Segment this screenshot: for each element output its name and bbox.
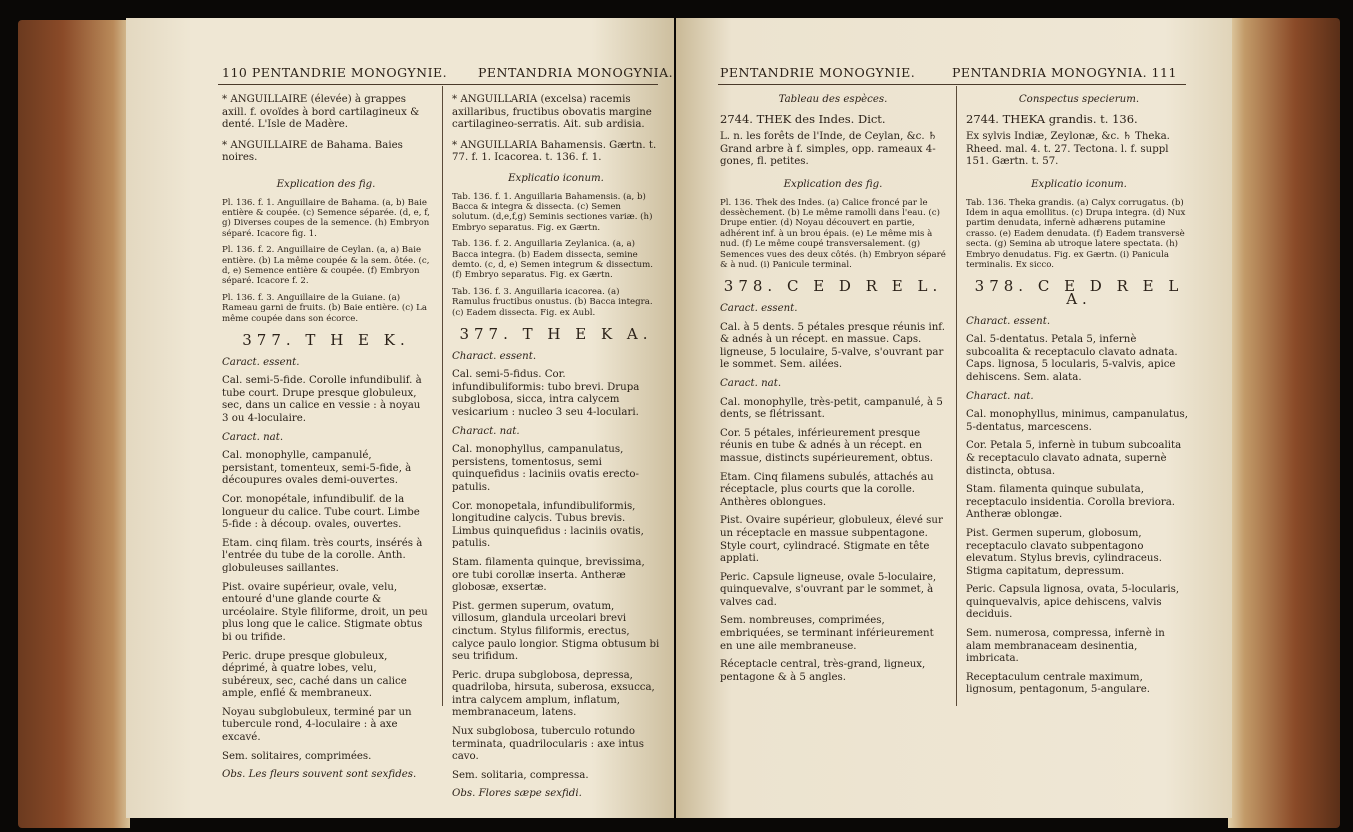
paragraph: Etam. Cinq filamens subulés, attachés au réceptacle, plus courts que la corolle. Anthères oblongues. xyxy=(720,471,934,508)
plate-caption: Pl. 136. Thek des Indes. (a) Calice froncé par le dessèchement. (b) Le même ramolli dans l'eau. (c) Drupe entier. (d) Noyau découvert en partie, adhérent inf. à un brou épais. (e) Le même mis à nud. (f) Le même coupé transversalement. (g) Semences vues des deux côtés. (h) Embryon séparé & à nud. (i) Panicule terminal. xyxy=(720,197,946,270)
paragraph: Pist. Germen superum, globosum, receptaculo clavato subpentagono elevatum. Stylus brevis, cylindraceus. Stigma capitatum, depressum. xyxy=(966,527,1162,577)
paragraph: Cal. monophylle, campanulé, persistant, tomenteux, semi-5-fide, à découpures ovales demi-ouvertes. xyxy=(222,450,412,487)
subheading: Charact. nat. xyxy=(966,390,1034,402)
paragraph: Pist. ovaire supérieur, ovale, velu, entouré d'une glande courte & urcéolaire. Style filiforme, droit, un peu plus long que le calice. Stigmate obtus bi ou trifide. xyxy=(222,581,428,643)
paragraph: Stam. filamenta quinque, brevissima, ore tubi corollæ inserta. Antheræ globosæ, exsertæ. xyxy=(452,556,645,594)
paragraph: Nux subglobosa, tuberculo rotundo terminata, quadrilocularis : axe intus cavo. xyxy=(452,726,645,763)
left-page-latin-column xyxy=(452,94,660,807)
paragraph: Réceptacle central, très-grand, ligneux, pentagone & à 5 angles. xyxy=(720,659,926,683)
paragraph: Peric. drupe presque globuleux, déprimé, à quatre lobes, velu, subéreux, sec, caché dans un calice ample, enflé & membraneux. xyxy=(222,650,407,700)
paragraph: Stam. filamenta quinque subulata, receptaculo insidentia. Corolla breviora. Antheræ oblongæ. xyxy=(966,484,1176,521)
paragraph: Cor. monopetala, infundibuliformis, longitudine calycis. Tubus brevis. Limbus quinquefidus : laciniis ovatis, patulis. xyxy=(452,500,644,550)
species-description: L. n. les forêts de l'Inde, de Ceylan, &c. ♄ Grand arbre à f. simples, opp. rameaux 4-gones, fl. petites. xyxy=(720,131,937,168)
paragraph: Sem. solitaria, compressa. xyxy=(452,769,589,781)
paragraph: Cal. à 5 dents. 5 pétales presque réunis inf. & adnés à un récept. en massue. Caps. ligneuse, 5 loculaire, 5-valve, s'ouvrant par le sommet. Sem. ailées. xyxy=(720,321,945,371)
observation: Obs. Flores sæpe sexfidi. xyxy=(452,788,582,800)
paragraph: Peric. drupa subglobosa, depressa, quadriloba, hirsuta, suberosa, exsucca, intra calycem amplum, inflatum, membranaceum, latens. xyxy=(452,669,655,719)
species-entry: * ANGUILLARIA Bahamensis. Gærtn. t. 77. f. 1. Icacorea. t. 136. f. 1. xyxy=(452,139,657,164)
section-title: Explicatio iconum. xyxy=(508,172,604,184)
genus-heading: 378. C E D R E L A. xyxy=(974,277,1184,308)
right-page-french-column xyxy=(720,94,946,690)
left-page-header-fr: 110 PENTANDRIE MONOGYNIE. xyxy=(222,65,448,80)
species-entry: * ANGUILLAIRE (élevée) à grappes axill. f. ovoïdes à bord cartilagineux & denté. L'Isle de Madère. xyxy=(222,94,420,131)
species-entry: 2744. THEK des Indes. Dict. xyxy=(720,111,886,126)
paragraph: Sem. numerosa, compressa, infernè in alam membranaceam desinentia, imbricata. xyxy=(966,628,1165,665)
paragraph: Noyau subglobuleux, terminé par un tubercule rond, 4-loculaire : à axe excavé. xyxy=(222,706,412,744)
paragraph: Pist. germen superum, ovatum, villosum, glandula urceolari brevi cinctum. Stylus filiformis, erectus, calyce paulo longior. Stigma obtusum bi seu trifidum. xyxy=(452,600,660,663)
subheading: Caract. essent. xyxy=(222,356,300,368)
paragraph: Cal. 5-dentatus. Petala 5, infernè subcoalita & receptaculo clavato adnata. Caps. lignosa, 5 locularis, 5-valvis, apice dehiscens. Sem. alata. xyxy=(966,334,1178,383)
paragraph: Peric. Capsule ligneuse, ovale 5-loculaire, quinquevalve, s'ouvrant par le sommet, à valves cad. xyxy=(720,571,937,608)
species-entry: * ANGUILLARIA (excelsa) racemis axillaribus, fructibus obovatis margine cartilagineo-serratis. Ait. sub ardisia. xyxy=(452,94,652,131)
subheading: Caract. nat. xyxy=(222,431,284,443)
subheading: Caract. essent. xyxy=(720,303,798,314)
paragraph: Peric. Capsula lignosa, ovata, 5-locularis, quinquevalvis, apice dehiscens, valvis deciduis. xyxy=(966,584,1180,621)
paragraph: Pist. Ovaire supérieur, globuleux, élevé sur un réceptacle en massue subpentagone. Style court, cylindracé. Stigmate en tête applati. xyxy=(720,515,943,565)
section-title: Explication des fig. xyxy=(276,178,376,190)
right-page-stack xyxy=(1228,18,1340,828)
observation: Obs. Les fleurs souvent sont sexfides. xyxy=(222,769,417,781)
paragraph: Cal. monophyllus, campanulatus, persistens, tomentosus, semi quinquefidus : laciniis ovatis erecto-patulis. xyxy=(452,444,639,493)
section-title: Tableau des espèces. xyxy=(778,94,888,105)
subheading: Charact. essent. xyxy=(966,315,1051,327)
paragraph: Etam. cinq filam. très courts, insérés à l'entrée du tube de la corolle. Anth. globuleuses saillantes. xyxy=(222,537,423,574)
paragraph: Cal. semi-5-fidus. Cor. infundibuliformis: tubo brevi. Drupa subglobosa, sicca, intra calycem vesicarium : nucleo 3 seu 4-loculari. xyxy=(452,369,640,418)
left-page-stack xyxy=(18,20,130,828)
plate-caption: Pl. 136. f. 1. Anguillaire de Bahama. (a, b) Baie entière & coupée. (c) Semence séparée. (d, e, f, g) Diverses coupes de la semence. (h) Embryon séparé. Icacore fig. 1. xyxy=(222,197,430,239)
species-description: Ex sylvis Indiæ, Zeylonæ, &c. ♄ Theka. Rheed. mal. 4. t. 27. Tectona. l. f. suppl 151. Gærtn. t. 57. xyxy=(966,131,1170,168)
left-page xyxy=(126,18,674,818)
column-divider xyxy=(442,86,443,706)
paragraph: Cal. monophyllus, minimus, campanulatus, 5-dentatus, marcescens. xyxy=(966,409,1188,433)
subheading: Charact. nat. xyxy=(452,425,520,437)
left-page-french-column xyxy=(222,94,430,788)
left-page-header-la: PENTANDRIA MONOGYNIA. xyxy=(478,65,674,80)
subheading: Caract. nat. xyxy=(720,377,782,389)
genus-heading: 377. T H E K A. xyxy=(459,325,653,344)
genus-heading: 377. T H E K. xyxy=(242,331,410,350)
plate-caption: Pl. 136. f. 2. Anguillaire de Ceylan. (a, a) Baie entière. (b) La même coupée & la sem. ôtée. (c, d, e) Semence entière & coupée. (f) Embryon séparé. Icacore f. 2. xyxy=(222,245,430,287)
paragraph: Cal. semi-5-fide. Corolle infundibulif. à tube court. Drupe presque globuleux, sec, dans un calice en vessie : à noyau 3 ou 4-loculaire. xyxy=(222,375,422,424)
right-page xyxy=(676,18,1232,818)
paragraph: Receptaculum centrale maximum, lignosum, pentagonum, 5-angulare. xyxy=(966,671,1150,696)
plate-caption: Tab. 136. f. 2. Anguillaria Zeylanica. (a, a) Bacca integra. (b) Eadem dissecta, semine demto. (c, d, e) Semen integrum & dissectum. (f) Embryo separatus. Fig. ex Gærtn. xyxy=(452,239,653,281)
genus-heading: 378. C E D R E L. xyxy=(723,277,943,296)
plate-caption: Tab. 136. Theka grandis. (a) Calyx corrugatus. (b) Idem in aqua emollitus. (c) Drupa integra. (d) Nux partim denudata, infernè adhærens putamine crasso. (e) Eadem denudata. (f) Eadem transversè secta. (g) Semina ab utroque latere spectata. (h) Embryo denudatus. Fig. ex Gærtn. (i) Panicula terminalis. Ex sicco. xyxy=(966,197,1186,270)
header-rule xyxy=(218,84,658,85)
paragraph: Cor. Petala 5, infernè in tubum subcoalita & receptaculo clavato adnata, supernè distincta, obtusa. xyxy=(966,440,1182,477)
paragraph: Sem. solitaires, comprimées. xyxy=(222,750,372,762)
species-entry: * ANGUILLAIRE de Bahama. Baies noires. xyxy=(222,139,403,164)
plate-caption: Pl. 136. f. 3. Anguillaire de la Guiane. (a) Rameau garni de fruits. (b) Baie entière. (c) La même coupée dans son écorce. xyxy=(222,292,427,324)
plate-caption: Tab. 136. f. 1. Anguillaria Bahamensis. (a, b) Bacca & integra & dissecta. (c) Semen solutum. (d,e,f,g) Seminis sectiones variæ. (h) Embryo separatus. Fig. ex Gærtn. xyxy=(452,191,653,233)
right-page-header-fr: PENTANDRIE MONOGYNIE. xyxy=(720,65,916,80)
paragraph: Cor. monopétale, infundibulif. de la longueur du calice. Tube court. Limbe 5-fide : à découp. ovales, ouvertes. xyxy=(222,493,420,531)
right-page-header-la: PENTANDRIA MONOGYNIA. 111 xyxy=(952,65,1177,80)
species-entry: 2744. THEKA grandis. t. 136. xyxy=(966,111,1138,126)
paragraph: Cal. monophylle, très-petit, campanulé, à 5 dents, se flétrissant. xyxy=(720,396,943,421)
column-divider xyxy=(956,86,957,706)
section-title: Explicatio iconum. xyxy=(1031,178,1127,190)
header-rule xyxy=(718,84,1186,85)
section-title: Conspectus specierum. xyxy=(1018,94,1140,105)
paragraph: Sem. nombreuses, comprimées, embriquées, se terminant inférieurement en une aile membraneuse. xyxy=(720,615,934,652)
paragraph: Cor. 5 pétales, inférieurement presque réunis en tube & adnés à un récept. en massue, distincts supérieurement, obtus. xyxy=(720,427,933,464)
plate-caption: Tab. 136. f. 3. Anguillaria icacorea. (a) Ramulus fructibus onustus. (b) Bacca integra. (c) Eadem dissecta. Fig. ex Aubl. xyxy=(452,286,653,318)
section-title: Explication des fig. xyxy=(783,178,883,190)
subheading: Charact. essent. xyxy=(452,350,537,362)
right-page-latin-column xyxy=(966,94,1192,703)
